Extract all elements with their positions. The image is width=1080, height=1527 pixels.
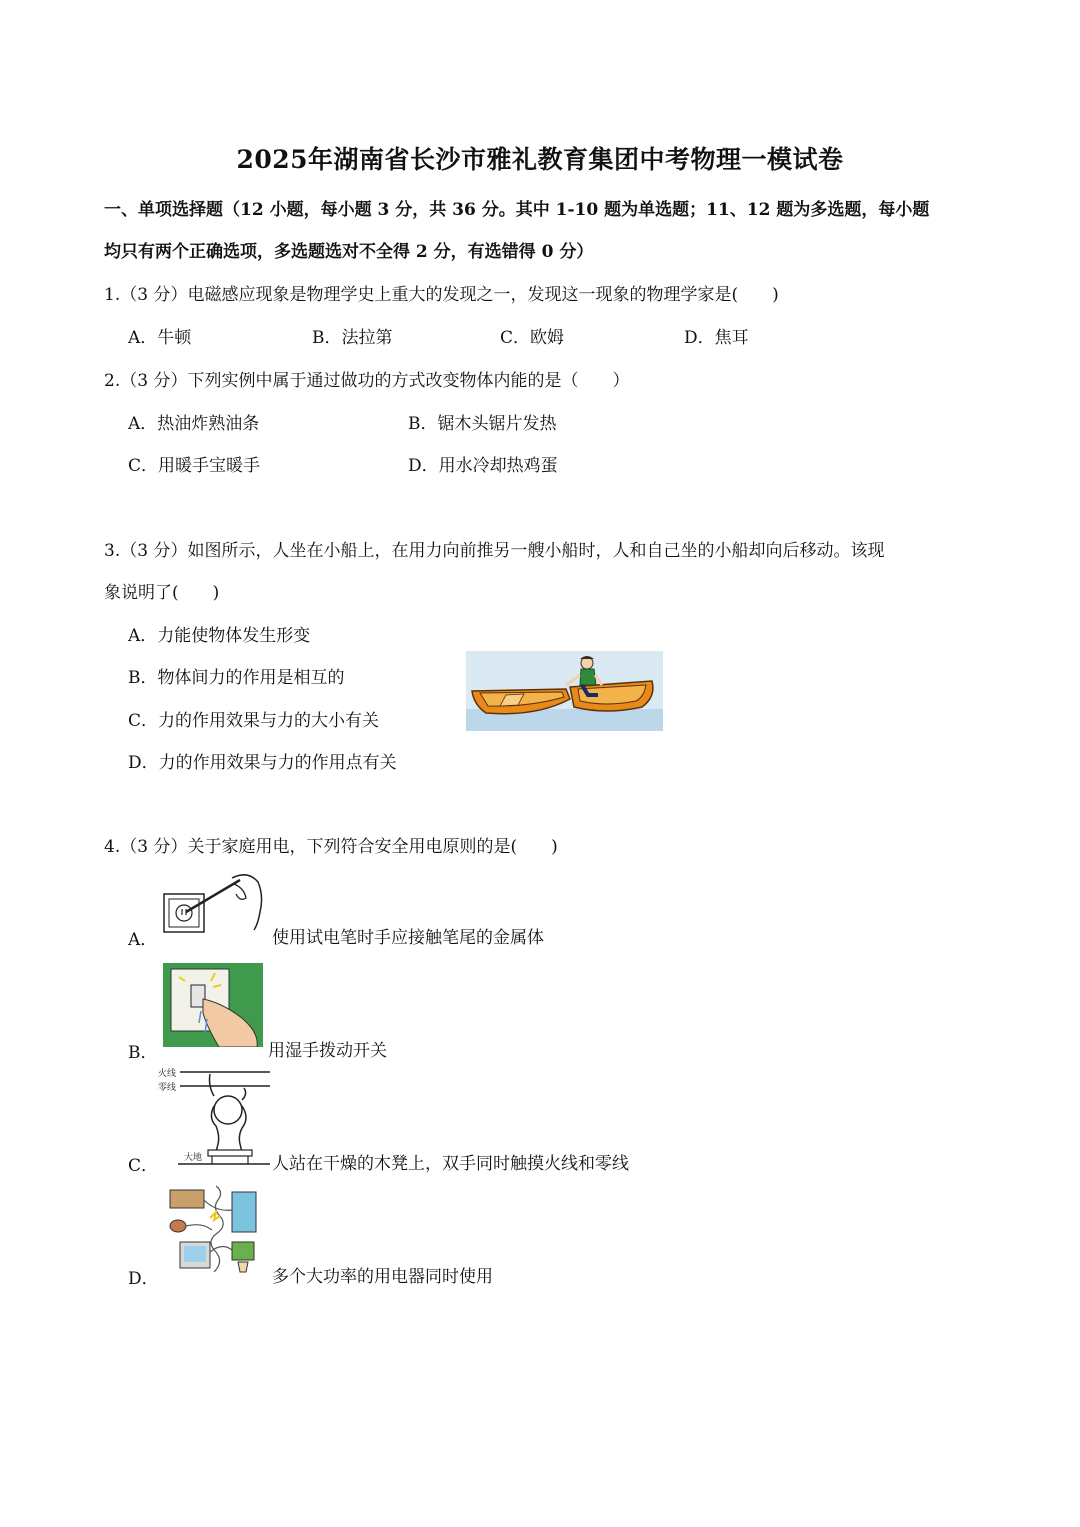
question-1-stem: 1.（3 分）电磁感应现象是物理学史上重大的发现之一，发现这一现象的物理学家是( ) — [104, 285, 779, 305]
question-2-option-a[interactable]: A．热油炸熟油条 — [128, 414, 260, 434]
ground-label: 大地 — [184, 1153, 203, 1163]
page-title: 2025年湖南省长沙市雅礼教育集团中考物理一模试卷 — [236, 145, 844, 174]
question-3-option-d[interactable]: D．力的作用效果与力的作用点有关 — [128, 753, 397, 773]
question-3-stem-line1: 3.（3 分）如图所示，人坐在小船上，在用力向前推另一艘小船时，人和自己坐的小船却向后移动。该现 — [104, 541, 885, 561]
question-1-option-b[interactable]: B．法拉第 — [312, 328, 393, 348]
wet-switch-illustration — [163, 963, 263, 1047]
live-wire-label: 火线 — [158, 1069, 177, 1079]
question-2-option-c[interactable]: C．用暖手宝暖手 — [128, 456, 261, 476]
question-1-option-d[interactable]: D．焦耳 — [684, 328, 749, 348]
double-contact-illustration — [158, 1066, 270, 1166]
question-3-stem-line2: 象说明了( ) — [104, 583, 220, 603]
question-4-option-b-letter[interactable]: B． — [128, 1043, 158, 1063]
question-3-option-b[interactable]: B．物体间力的作用是相互的 — [128, 668, 345, 688]
question-4-option-a-letter[interactable]: A． — [128, 930, 158, 950]
question-4-option-c-text[interactable]: 人站在干燥的木凳上，双手同时触摸火线和零线 — [272, 1154, 629, 1174]
overload-figure — [166, 1182, 264, 1280]
question-4-option-c-letter[interactable]: C． — [128, 1156, 159, 1176]
question-3-option-c[interactable]: C．力的作用效果与力的大小有关 — [128, 711, 380, 731]
boat-push-figure — [466, 651, 663, 731]
boat-illustration — [466, 651, 663, 731]
question-4-stem: 4.（3 分）关于家庭用电，下列符合安全用电原则的是( ) — [104, 837, 558, 857]
question-4-option-a-text[interactable]: 使用试电笔时手应接触笔尾的金属体 — [272, 928, 544, 948]
question-1-option-a[interactable]: A．牛顿 — [128, 328, 192, 348]
question-2-option-d[interactable]: D．用水冷却热鸡蛋 — [408, 456, 558, 476]
question-4-option-b-text[interactable]: 用湿手拨动开关 — [268, 1041, 387, 1061]
section-heading-line2: 均只有两个正确选项，多选题选对不全得 2 分，有选错得 0 分） — [104, 242, 594, 262]
section-heading-line1: 一、单项选择题（12 小题，每小题 3 分，共 36 分。其中 1-10 题为单选题；11、12 题为多选题，每小题 — [104, 200, 930, 220]
question-4-option-d-letter[interactable]: D． — [128, 1269, 159, 1289]
test-pen-illustration — [160, 868, 268, 936]
neutral-wire-label: 零线 — [158, 1083, 177, 1093]
question-2-option-b[interactable]: B．锯木头锯片发热 — [408, 414, 557, 434]
double-contact-figure — [158, 1066, 270, 1166]
question-2-stem: 2.（3 分）下列实例中属于通过做功的方式改变物体内能的是（ ） — [104, 371, 630, 391]
test-pen-figure — [160, 868, 268, 936]
overload-illustration — [166, 1182, 264, 1280]
question-1-option-c[interactable]: C．欧姆 — [500, 328, 565, 348]
wet-switch-figure — [163, 963, 263, 1047]
question-4-option-d-text[interactable]: 多个大功率的用电器同时使用 — [272, 1267, 493, 1287]
question-3-option-a[interactable]: A．力能使物体发生形变 — [128, 626, 311, 646]
